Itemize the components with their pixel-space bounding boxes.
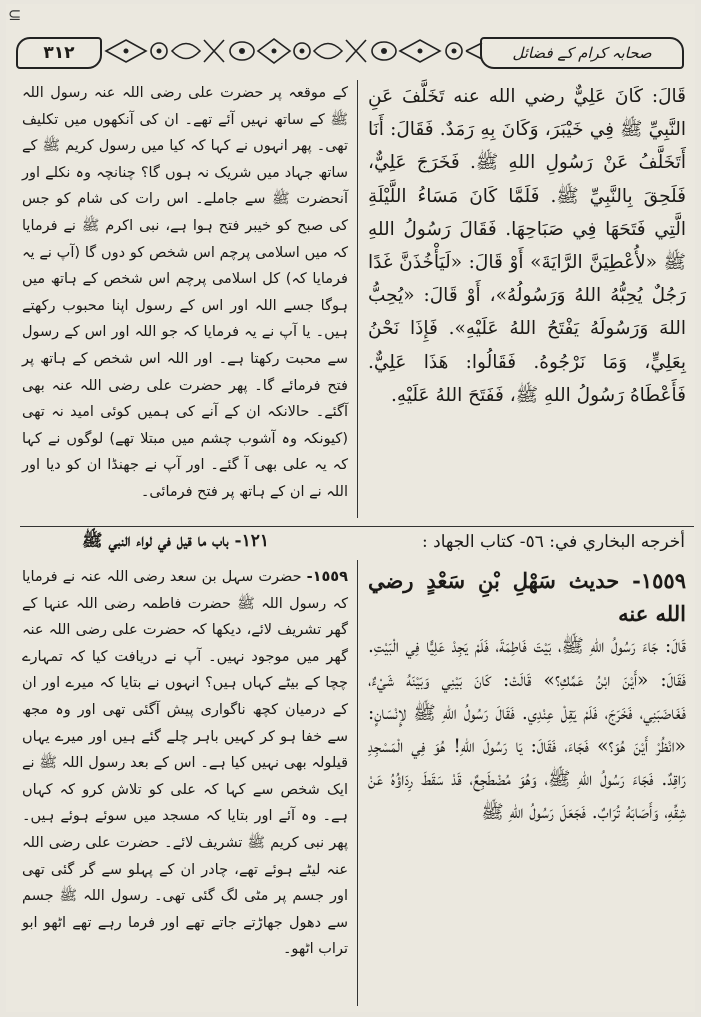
top-urdu-text: کے موقعہ پر حضرت علی رضی اللہ عنہ رسول اللہ ﷺ کے ساتھ نہیں آئے تھے۔ ان کی آنکھوں میں تکلیف تھی۔ پھر انہوں نے کہا کہ کیا میں رسول کریم ﷺ کے ساتھ جہاد میں شریک نہ ہوں گا؟ چنانچہ وہ نکلے اور آنحضرت ﷺ سے جاملے۔ اس رات کی شام کو جس کی صبح کو خیبر فتح ہوا ہے، نبی اکرم ﷺ نے فرمایا کہ میں اسلامی پرچم اس شخص کو دوں گا (آپ نے یہ فرمایا کہ) کل اسلامی پرچم اس شخص کے ہاتھ میں ہوگا جسے اللہ اور اس کے رسول اپنا محبوب رکھتے ہیں۔ یا آپ نے یہ فرمایا کہ جو اللہ اور اس کے رسول سے محبت رکھتا ہے۔ اور اللہ اس شخص کے ہاتھ پر فتح فرمائے گا۔ پھر حضرت علی رضی اللہ عنہ بھی آگئے۔ حالانکہ ان کے آنے کی ہمیں کوئی امید نہ تھی (کیونکہ وہ آشوب چشم میں مبتلا تھے) لوگوں نے کہا کہ یہ علی بھی آ گئے۔ اور آپ نے جھنڈا ان کو دیا اور اللہ نے ان کے ہاتھ پر فتح فرمائی۔ xyxy=(22,85,348,500)
header-ornament xyxy=(104,34,484,68)
page-number: ٣١٢ xyxy=(16,37,102,69)
page-header xyxy=(16,34,692,70)
page xyxy=(6,4,695,1012)
top-urdu-column xyxy=(22,80,348,520)
urdu-hadith-number: ١٥٥٩- xyxy=(306,569,348,585)
hadith-heading: ١٥٥٩- حديث سَهْلِ بْنِ سَعْدٍ رضي الله عنه xyxy=(368,568,686,627)
section-divider xyxy=(20,526,694,527)
top-arabic-text: قَالَ: كَانَ عَلِيٌّ رضي الله عنه تَخَلَّفَ عَنِ النَّبِيِّ ﷺ فِي خَيْبَرَ، وَكَانَ بِهِ رَمَدٌ. فَقَالَ: أَنَا أَتَخَلَّفُ عَنْ رَسُولِ اللهِ ﷺ. فَخَرَجَ عَلِيٌّ، فَلَحِقَ بِالنَّبِيِّ ﷺ. فَلَمَّا كَانَ مَسَاءُ اللَّيْلَةِ الَّتِي فَتَحَهَا فِي صَبَاحِهَا. فَقَالَ رَسُولُ اللهِ ﷺ «لأُعْطِيَنَّ الرَّايَةَ» أَوْ قَالَ: «لَيَأْخُذَنَّ غَدًا رَجُلٌ يُحِبُّهُ اللهُ وَرَسُولُهُ»، أَوْ قَالَ: «يُحِبُّ اللهَ وَرَسُولَهُ يَفْتَحُ اللهُ عَلَيْهِ». فَإِذَا نَحْنُ بِعَلِيٍّ، وَمَا نَرْجُوهُ. فَقَالُوا: هَذَا عَلِيٌّ. فَأَعْطَاهُ رَسُولُ اللهِ ﷺ، فَفَتَحَ اللهُ عَلَيْهِ. xyxy=(368,86,686,406)
bottom-urdu-paragraph xyxy=(22,564,348,963)
bottom-arabic-text: قَالَ: جَاءَ رَسُولُ اللهِ ﷺ، بَيْتَ فَاطِمَةَ، فَلَمْ يَجِدْ عَلِيًّا فِي الْبَيْتِ. فَقَالَ: «أَيْنَ ابْنُ عَمِّكِ؟» قَالَتْ: كَانَ بَيْنِي وَبَيْنَهُ شَيْءٌ، فَغَاضَبَنِي، فَخَرَجَ، فَلَمْ يَقِلْ عِنْدِي. فَقَالَ رَسُولُ اللهِ ﷺ لإِنْسَانٍ: «انْظُرْ أَيْنَ هُوَ؟» فَجَاءَ، فَقَالَ: يَا رَسُولَ اللهِ! هُوَ فِي الْمَسْجِدِ رَاقِدٌ. فَجَاءَ رَسُولُ اللهِ ﷺ، وَهُوَ مُضْطَجِعٌ، قَدْ سَقَطَ رِدَاؤُهُ عَنْ شِقِّهِ، وَأَصَابَهُ تُرَابٌ. فَجَعَلَ رَسُولُ اللهِ ﷺ xyxy=(368,636,686,824)
edge-mark: ⊆ xyxy=(8,5,22,24)
bottom-urdu-column xyxy=(22,564,348,1004)
column-divider-top xyxy=(357,80,358,518)
top-arabic-column xyxy=(368,80,686,520)
column-divider-bottom xyxy=(357,560,358,1006)
bottom-arabic-column xyxy=(368,564,686,1004)
chapter-heading: ١٢١- باب ما قيل في لواء النبي ﷺ xyxy=(82,531,269,551)
chapter-source: أخرجه البخاري في: ٥٦- كتاب الجهاد : xyxy=(422,532,685,552)
book-title: صحابہ کرام کے فضائل xyxy=(480,37,684,69)
bottom-urdu-text: حضرت سہل بن سعد رضی اللہ عنہ نے فرمایا کہ رسول اللہ ﷺ حضرت فاطمہ رضی اللہ عنہا کے گھر تشریف لائے، دیکھا کہ حضرت علی رضی اللہ عنہ گھر میں موجود نہیں۔ آپ نے دریافت کیا کہ تمہارے چچا کے بیٹے کہاں ہیں؟ انہوں نے بتایا کہ میرے اور ان کے درمیان کچھ ناگواری پیش آگئی تھی اور وہ مجھ سے خفا ہو کر کہیں باہر چلے گئے ہیں اور میرے یہاں قیلولہ بھی نہیں کیا ہے۔ اس کے بعد رسول اللہ ﷺ نے ایک شخص سے کہا کہ علی کو تلاش کرو کہ کہاں ہے۔ وہ آئے اور بتایا کہ مسجد میں سوئے ہوئے ہیں۔ پھر نبی کریم ﷺ تشریف لائے۔ حضرت علی رضی اللہ عنہ لیٹے ہوئے تھے، چادر ان کے پہلو سے گر گئی تھی اور جسم پر مٹی لگ گئی تھی۔ رسول اللہ ﷺ جسم سے دھول جھاڑتے جاتے تھے اور فرما رہے تھے اٹھو ابو تراب اٹھو۔ xyxy=(22,569,348,958)
